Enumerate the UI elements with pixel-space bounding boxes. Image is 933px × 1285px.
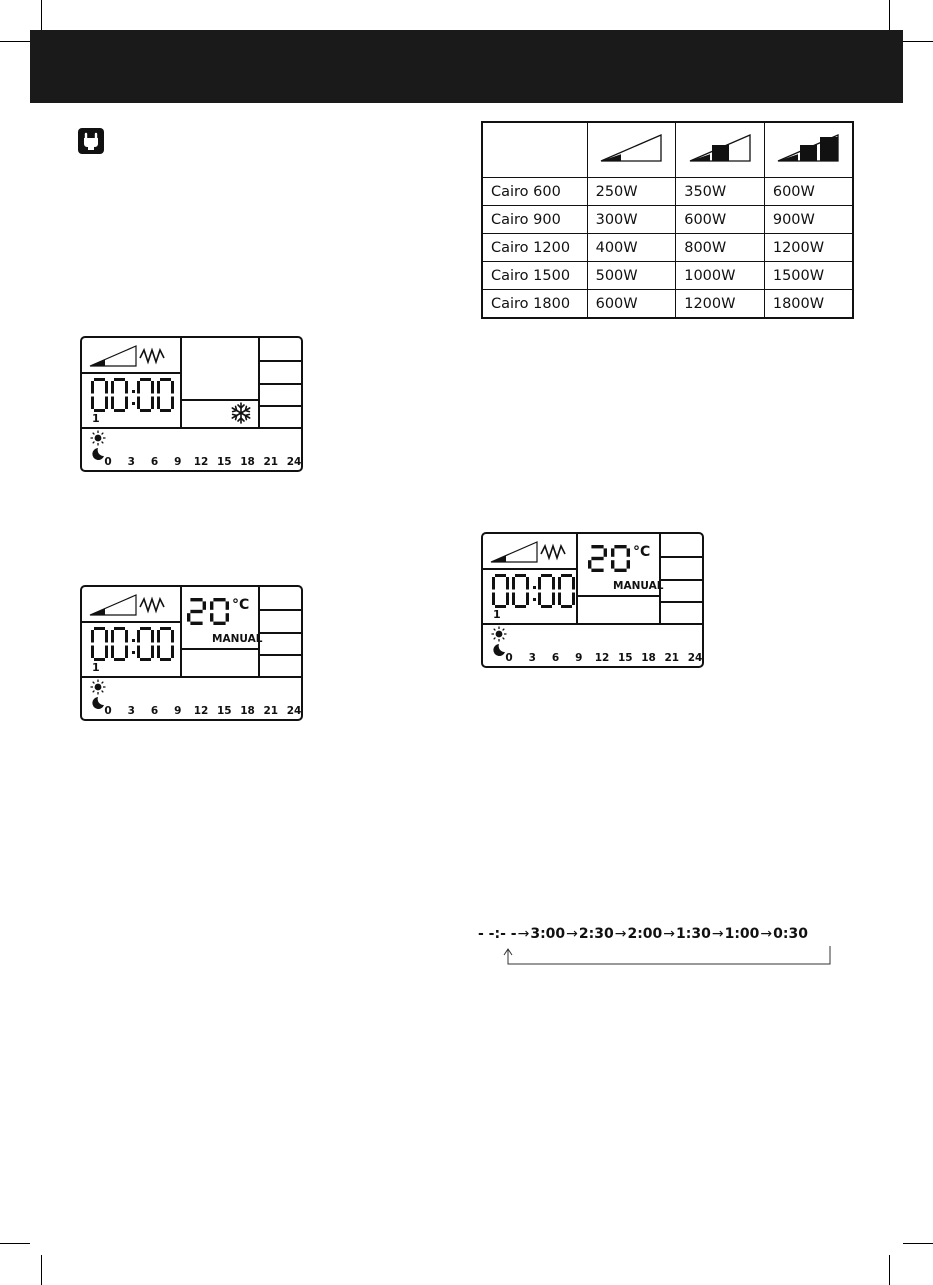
power-level-low-icon — [599, 133, 663, 163]
segment — [190, 610, 202, 613]
hour-label: 24 — [286, 456, 302, 468]
segment — [140, 658, 151, 661]
segment — [190, 598, 202, 601]
hour-scale — [100, 456, 300, 470]
low-watt-cell: 600W — [587, 290, 676, 319]
segment — [226, 601, 229, 609]
segment — [614, 545, 626, 548]
table-row — [482, 178, 853, 206]
segment — [105, 397, 108, 410]
segment — [171, 630, 174, 643]
hour-label: 21 — [263, 705, 279, 717]
power-heat-icon — [489, 538, 579, 566]
power-heat-icon — [88, 591, 178, 619]
segment — [111, 397, 114, 410]
segment — [591, 545, 603, 548]
segment — [171, 381, 174, 394]
snowflake-icon — [230, 402, 252, 424]
hour-label: 9 — [174, 705, 182, 717]
segment — [512, 577, 515, 590]
table-header-high — [764, 122, 853, 178]
segment — [157, 397, 160, 410]
segment — [558, 577, 561, 590]
segment — [137, 630, 140, 643]
medium-watt-cell: 350W — [676, 178, 765, 206]
timer-step: 1:00 — [724, 926, 760, 942]
segment — [140, 627, 151, 630]
segment — [114, 658, 125, 661]
segment — [157, 630, 160, 643]
segment — [604, 548, 607, 556]
segment — [105, 381, 108, 394]
crop-mark — [0, 1243, 30, 1244]
segment — [627, 548, 630, 556]
hour-label: 15 — [216, 456, 232, 468]
hour-label: 24 — [286, 705, 302, 717]
model-cell: Cairo 1200 — [482, 234, 587, 262]
timer-sequence — [478, 926, 858, 946]
segment — [111, 646, 114, 659]
segment — [137, 397, 140, 410]
segment — [157, 381, 160, 394]
segment — [492, 593, 495, 606]
model-cell: Cairo 1800 — [482, 290, 587, 319]
zone-number: 1 — [92, 661, 100, 674]
segment — [137, 646, 140, 659]
high-watt-cell: 1200W — [764, 234, 853, 262]
colon-dot — [533, 586, 536, 589]
segment — [151, 646, 154, 659]
hour-label: 12 — [193, 705, 209, 717]
segment — [614, 569, 626, 572]
hour-label: 9 — [575, 652, 583, 664]
segment — [91, 646, 94, 659]
hour-label: 0 — [505, 652, 513, 664]
segment — [506, 593, 509, 606]
hour-label: 21 — [263, 456, 279, 468]
arrow-right-icon: → — [711, 926, 724, 942]
temperature-digits — [186, 597, 232, 627]
segment — [541, 605, 552, 608]
segment — [515, 574, 526, 577]
segment — [105, 630, 108, 643]
hour-label: 15 — [216, 705, 232, 717]
hour-scale — [501, 652, 701, 666]
segment — [94, 627, 105, 630]
colon-dot — [132, 639, 135, 642]
segment — [171, 646, 174, 659]
segment — [561, 605, 572, 608]
segment — [125, 381, 128, 394]
colon-dot — [132, 390, 135, 393]
segment — [125, 646, 128, 659]
segment — [160, 409, 171, 412]
medium-watt-cell: 1000W — [676, 262, 765, 290]
lcd-display-manual-right — [481, 532, 704, 668]
segment — [538, 593, 541, 606]
segment — [91, 630, 94, 643]
segment — [140, 378, 151, 381]
crop-mark — [41, 1255, 42, 1285]
hour-label: 12 — [594, 652, 610, 664]
timer-step: 2:30 — [578, 926, 614, 942]
sun-icon — [90, 679, 106, 695]
hour-label: 0 — [104, 705, 112, 717]
low-watt-cell: 500W — [587, 262, 676, 290]
temperature-digits — [587, 544, 633, 574]
segment — [526, 577, 529, 590]
temperature-unit: °C — [232, 597, 250, 613]
colon-dot — [533, 598, 536, 601]
segment — [213, 622, 225, 625]
time-digits — [491, 572, 575, 612]
hour-label: 18 — [240, 456, 255, 468]
power-heat-icon — [88, 342, 178, 370]
timer-step: 2:00 — [627, 926, 663, 942]
zone-number: 1 — [92, 412, 100, 425]
segment — [213, 598, 225, 601]
mode-label: MANUAL — [613, 580, 664, 592]
segment — [91, 381, 94, 394]
segment — [558, 593, 561, 606]
arrow-right-icon: → — [614, 926, 627, 942]
medium-watt-cell: 1200W — [676, 290, 765, 319]
high-watt-cell: 1800W — [764, 290, 853, 319]
segment — [137, 381, 140, 394]
low-watt-cell: 400W — [587, 234, 676, 262]
segment — [187, 613, 190, 621]
hour-label: 6 — [551, 652, 560, 664]
low-watt-cell: 250W — [587, 178, 676, 206]
timer-step: 1:30 — [676, 926, 711, 942]
timer-step: 0:30 — [773, 926, 808, 942]
arrow-right-icon: → — [663, 926, 676, 942]
colon-dot — [132, 402, 135, 405]
hour-scale — [100, 705, 300, 719]
hour-label: 3 — [528, 652, 536, 664]
loop-back-arrow-icon — [498, 944, 838, 968]
segment — [515, 605, 526, 608]
timer-step: - -:- - — [478, 926, 517, 942]
model-cell: Cairo 1500 — [482, 262, 587, 290]
segment — [611, 560, 614, 568]
sun-icon — [491, 626, 507, 642]
segment — [111, 381, 114, 394]
power-level-medium-icon — [688, 133, 752, 163]
segment — [105, 646, 108, 659]
segment — [91, 397, 94, 410]
segment — [114, 409, 125, 412]
segment — [94, 378, 105, 381]
hour-label: 9 — [174, 456, 182, 468]
segment — [591, 569, 603, 572]
segment — [611, 548, 614, 556]
segment — [190, 622, 202, 625]
segment — [492, 577, 495, 590]
segment — [552, 593, 555, 606]
segment — [151, 397, 154, 410]
hour-label: 15 — [617, 652, 633, 664]
table-header-model — [482, 122, 587, 178]
segment — [125, 630, 128, 643]
segment — [203, 601, 206, 609]
table-header-row — [482, 122, 853, 178]
segment — [538, 577, 541, 590]
hour-label: 3 — [127, 456, 135, 468]
timer-step: 3:00 — [530, 926, 566, 942]
table-row — [482, 234, 853, 262]
sun-icon — [90, 430, 106, 446]
hour-label: 6 — [150, 456, 159, 468]
crop-mark — [889, 0, 890, 30]
hour-label: 24 — [687, 652, 703, 664]
arrow-right-icon: → — [566, 926, 578, 942]
segment — [226, 613, 229, 621]
hour-label: 18 — [240, 705, 255, 717]
plug-icon — [78, 128, 104, 154]
segment — [552, 577, 555, 590]
zone-number: 1 — [493, 608, 501, 621]
power-level-high-icon — [776, 133, 840, 163]
temperature-unit: °C — [633, 544, 651, 560]
segment — [160, 658, 171, 661]
segment — [151, 381, 154, 394]
power-table — [481, 121, 854, 319]
table-header-medium — [676, 122, 765, 178]
segment — [157, 646, 160, 659]
hour-label: 12 — [193, 456, 209, 468]
hour-label: 18 — [641, 652, 656, 664]
arrow-right-icon: → — [760, 926, 773, 942]
model-cell: Cairo 900 — [482, 206, 587, 234]
high-watt-cell: 600W — [764, 178, 853, 206]
segment — [572, 593, 575, 606]
model-cell: Cairo 600 — [482, 178, 587, 206]
segment — [160, 378, 171, 381]
segment — [526, 593, 529, 606]
lcd-display-frost — [80, 336, 303, 472]
crop-mark — [41, 0, 42, 30]
segment — [171, 397, 174, 410]
segment — [572, 577, 575, 590]
segment — [140, 409, 151, 412]
segment — [512, 593, 515, 606]
arrow-right-icon: → — [517, 926, 530, 942]
time-digits — [90, 625, 174, 665]
hour-label: 6 — [150, 705, 159, 717]
header-band — [30, 30, 903, 103]
segment — [114, 627, 125, 630]
table-row — [482, 206, 853, 234]
medium-watt-cell: 600W — [676, 206, 765, 234]
table-row — [482, 290, 853, 319]
colon-dot — [132, 651, 135, 654]
segment — [588, 560, 591, 568]
segment — [495, 574, 506, 577]
hour-label: 3 — [127, 705, 135, 717]
high-watt-cell: 900W — [764, 206, 853, 234]
segment — [210, 613, 213, 621]
segment — [160, 627, 171, 630]
table-header-low — [587, 122, 676, 178]
hour-label: 0 — [104, 456, 112, 468]
crop-mark — [0, 41, 30, 42]
lcd-display-manual — [80, 585, 303, 721]
crop-mark — [903, 41, 933, 42]
mode-label: MANUAL — [212, 633, 263, 645]
segment — [561, 574, 572, 577]
crop-mark — [889, 1255, 890, 1285]
low-watt-cell: 300W — [587, 206, 676, 234]
crop-mark — [903, 1243, 933, 1244]
segment — [210, 601, 213, 609]
segment — [591, 557, 603, 560]
segment — [541, 574, 552, 577]
segment — [151, 630, 154, 643]
hour-label: 21 — [664, 652, 680, 664]
high-watt-cell: 1500W — [764, 262, 853, 290]
segment — [114, 378, 125, 381]
segment — [506, 577, 509, 590]
segment — [627, 560, 630, 568]
segment — [111, 630, 114, 643]
medium-watt-cell: 800W — [676, 234, 765, 262]
table-row — [482, 262, 853, 290]
time-digits — [90, 376, 174, 416]
segment — [125, 397, 128, 410]
